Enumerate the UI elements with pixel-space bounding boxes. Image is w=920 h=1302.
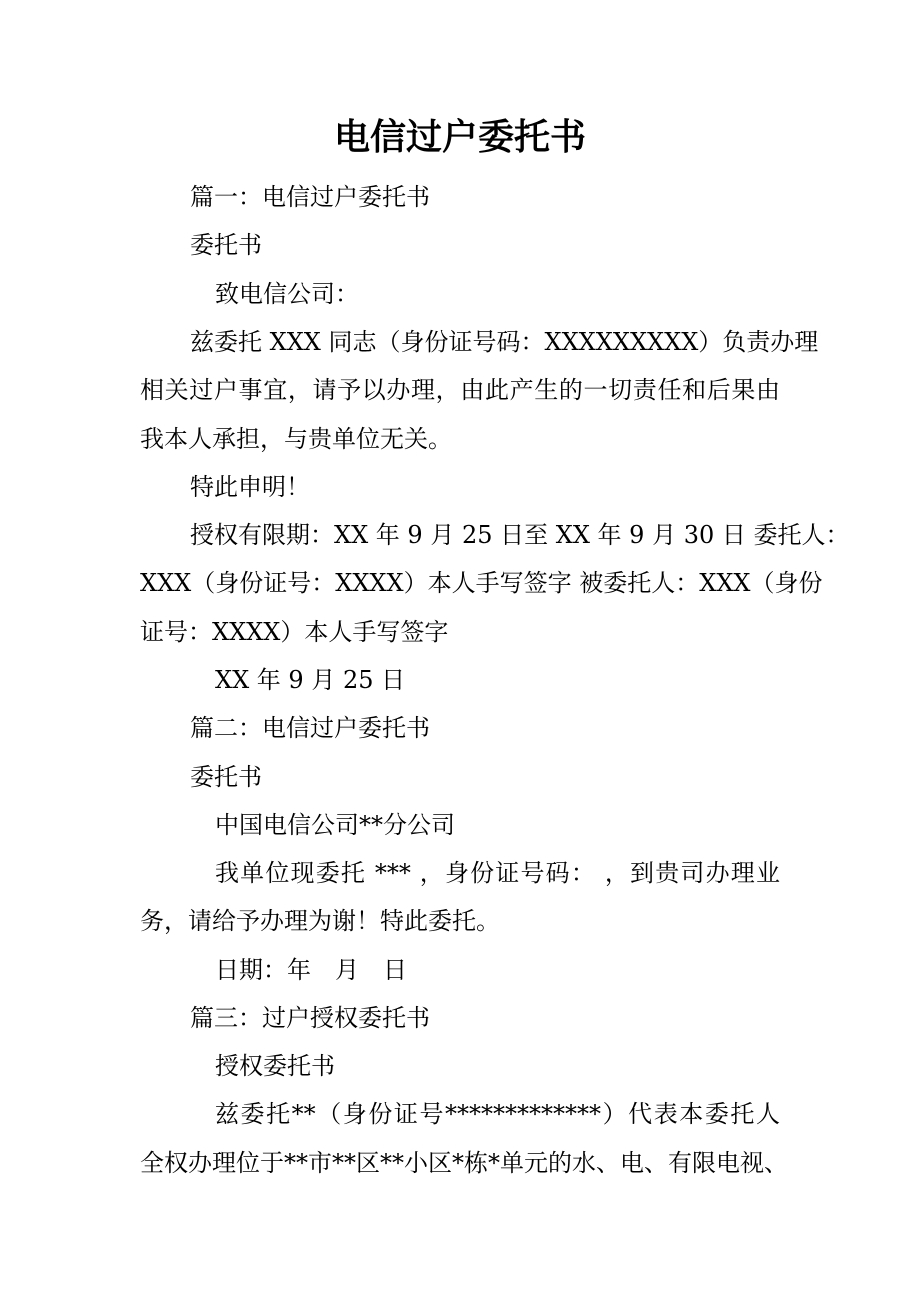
paragraph-line: 委托书 [190, 763, 262, 791]
paragraph-line: 授权委托书 [215, 1052, 335, 1080]
date-line: 日期：年 月 日 [215, 956, 407, 984]
paragraph-line: 委托书 [190, 231, 262, 259]
paragraph-line: 授权有限期：XX 年 9 月 25 日至 XX 年 9 月 30 日 委托人： [190, 521, 850, 549]
paragraph-line: 兹委托**（身份证号*************）代表本委托人 [215, 1100, 780, 1128]
paragraph-line: 相关过户事宜，请予以办理，由此产生的一切责任和后果由 [140, 376, 780, 404]
section-heading-1: 篇一：电信过户委托书 [190, 183, 430, 211]
date-line: XX 年 9 月 25 日 [215, 666, 406, 694]
paragraph-line: 特此申明！ [190, 473, 310, 501]
paragraph-line: 兹委托 XXX 同志（身份证号码：XXXXXXXXX）负责办理 [190, 328, 819, 356]
section-heading-2: 篇二：电信过户委托书 [190, 714, 430, 742]
paragraph-line: 中国电信公司**分公司 [215, 811, 455, 839]
paragraph-line: 证号：XXXX）本人手写签字 [140, 618, 449, 646]
paragraph-line: 全权办理位于**市**区**小区*栋*单元的水、电、有限电视、 [140, 1149, 788, 1177]
paragraph-line: 致电信公司： [215, 280, 359, 308]
section-heading-3: 篇三：过户授权委托书 [190, 1004, 430, 1032]
paragraph-line: 我本人承担，与贵单位无关。 [140, 425, 452, 453]
paragraph-line: 我单位现委托 *** ，身份证号码： ，到贵司办理业 [215, 859, 780, 887]
paragraph-line: XXX（身份证号：XXXX）本人手写签字 被委托人：XXX（身份 [140, 569, 823, 597]
document-title: 电信过户委托书 [333, 116, 586, 158]
paragraph-line: 务，请给予办理为谢！特此委托。 [140, 907, 500, 935]
